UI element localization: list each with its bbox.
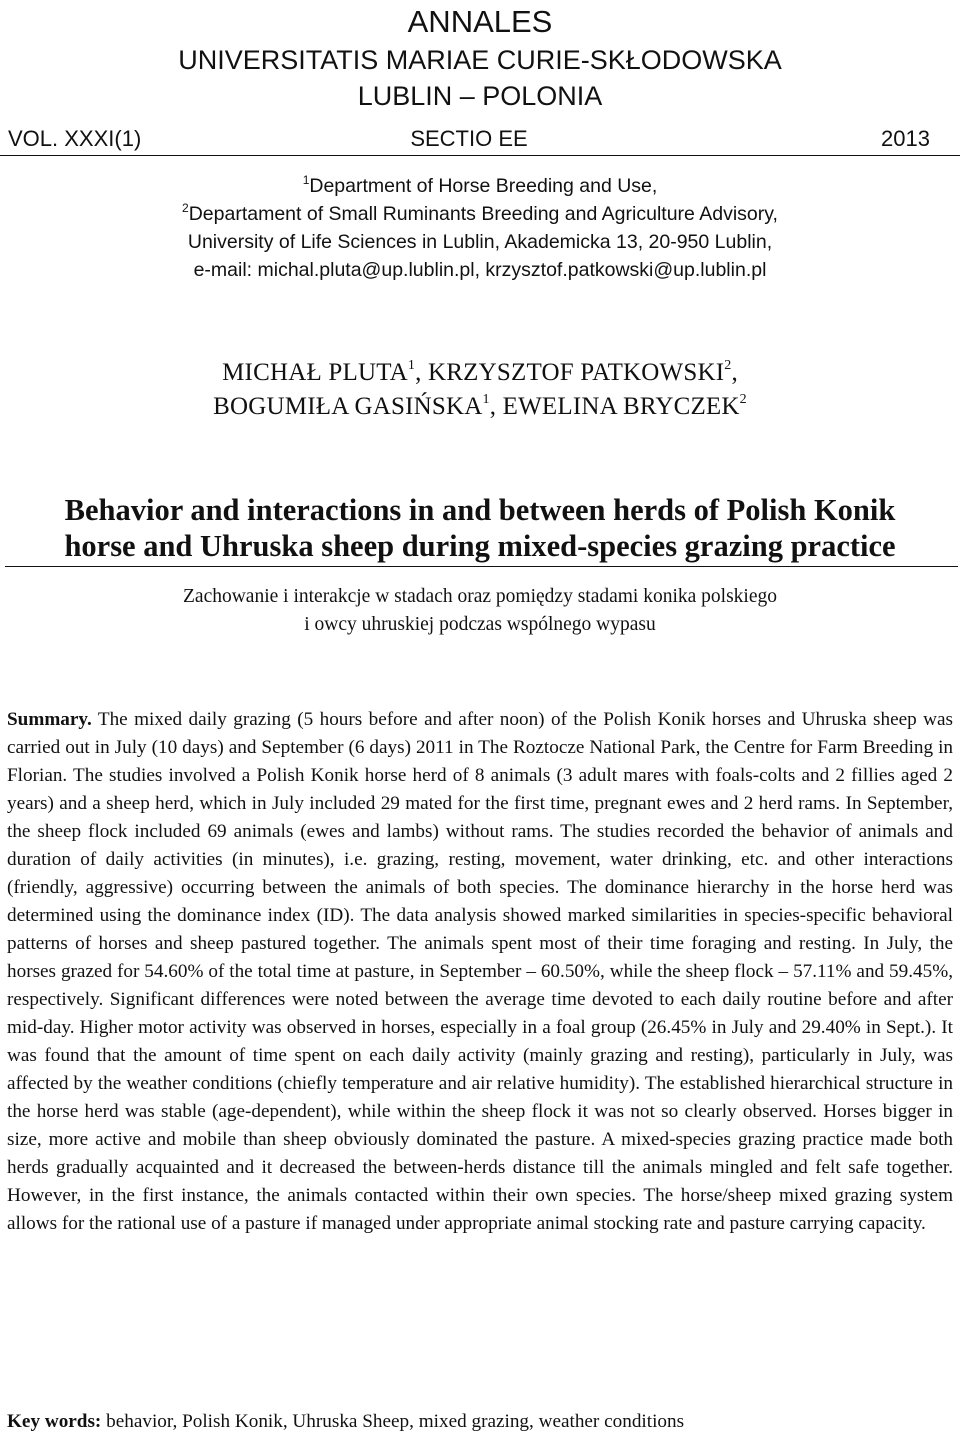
journal-volume: VOL. XXXI(1) [8,126,142,151]
volume-row [8,125,930,155]
polish-title-line-2: i owcy uhruskiej podczas wspólnego wypasu [304,614,656,635]
article-title [0,492,960,564]
keywords-paragraph [7,1408,953,1436]
title-rule [5,566,958,567]
author-pluta: MICHAŁ PLUTA [222,359,408,386]
author-line-2 [0,390,960,424]
summary-paragraph [7,706,953,1238]
author-bryczek: , EWELINA BRYCZEK [489,393,740,420]
author-patkowski: , KRZYSZTOF PATKOWSKI [415,359,725,386]
polish-title [0,583,960,639]
journal-year: 2013 [881,126,930,151]
journal-city: LUBLIN – POLONIA [357,81,603,111]
summary-text: The mixed daily grazing (5 hours before and after noon) of the Polish Konik horses and Uhruska sheep was carried out in July (10 days) and September (6 days) 2011 in The Roztocze National Park, the Centre for Farm Breeding in Florian. The studies involved a Polish Konik horse herd of 8 animals (3 adult mares with foals-colts and 2 fillies aged 2 years) and a sheep herd, which in July included 29 mated for the first time, pregnant ewes and 2 herd rams. In September, the sheep flock included 69 animals (ewes and lambs) without rams. The studies recorded the behavior of animals and duration of daily activities (in minutes), i.e. grazing, resting, movement, water drinking, etc. and other interactions (friendly, aggressive) occurring between the animals of both species. The dominance hierarchy in the horse herd was determined using the dominance index (ID). The data analysis showed marked similarities in species-specific behavioral patterns of horses and sheep pastured together. The animals spent most of their time foraging and resting. In July, the horses grazed for 54.60% of the total time at pasture, in September – 60.50%, while the sheep flock – 57.11% and 59.45%, respectively. Significant differences were noted between the average time devoted to each daily routine before and after mid-day. Higher motor activity was observed in horses, especially in a foal group (26.45% in July and 29.40% in Sept.). It was found that the amount of time spent on each daily activity (mainly grazing and resting), particularly in July, was affected by the weather conditions (chiefly temperature and air relative humidity). The established hierarchical structure in the horse herd was stable (age-dependent), while within the sheep flock it was not so clearly observed. Horses bigger in size, more active and mobile than sheep obviously dominated the pasture. A mixed-species grazing practice made both herds gradually acquainted and it decreased the between-herds distance till the animals mingled and felt safe together. However, in the first instance, the animals contacted within their own species. The horse/sheep mixed grazing system allows for the rational use of a pasture if managed under appropriate animal stocking rate and pasture carrying capacity. [7,709,953,1234]
author-list [0,356,960,424]
affiliation-1-marker: 1 [302,172,310,187]
journal-university: UNIVERSITATIS MARIAE CURIE-SKŁODOWSKA [178,45,782,75]
keywords-label: Key words: [7,1411,102,1432]
affiliation-1-text: Department of Horse Breeding and Use, [309,175,658,197]
author-gasinska-marker: 1 [482,391,490,407]
author-line-1 [0,356,960,390]
author-gasinska: BOGUMIŁA GASIŃSKA [213,393,483,420]
header-rule [0,155,960,156]
author-patkowski-marker: 2 [724,357,732,373]
journal-name: ANNALES [407,4,553,39]
author-pluta-marker: 1 [407,357,416,373]
affiliation-email: e-mail: michal.pluta@up.lublin.pl, krzysztof.patkowski@up.lublin.pl [193,259,767,281]
affiliation-2 [0,200,960,228]
affiliation-2-marker: 2 [182,200,189,215]
summary-label: Summary. [7,709,92,730]
keywords-text: behavior, Polish Konik, Uhruska Sheep, mixed grazing, weather conditions [106,1411,685,1432]
affiliations [0,172,960,284]
article-title-line-2: horse and Uhruska sheep during mixed-species grazing practice [64,529,896,563]
affiliation-1 [0,172,960,200]
affiliation-address: University of Life Sciences in Lublin, Akademicka 13, 20-950 Lublin, [187,231,773,253]
polish-title-line-1: Zachowanie i interakcje w stadach oraz pomiędzy stadami konika polskiego [183,586,777,607]
journal-section: SECTIO EE [410,126,528,151]
author-separator: , [731,359,738,386]
affiliation-2-text: Departament of Small Ruminants Breeding and Agriculture Advisory, [188,203,778,225]
author-bryczek-marker: 2 [739,391,747,407]
article-title-line-1: Behavior and interactions in and between herds of Polish Konik [64,493,896,527]
